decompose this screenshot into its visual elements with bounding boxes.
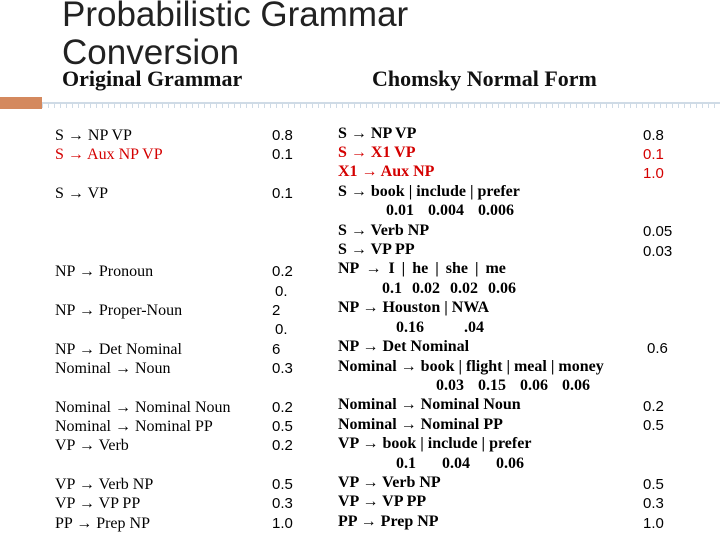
cnf-prob: 0.8: [643, 127, 664, 144]
cnf-prob: 0.1: [643, 146, 664, 163]
cnf-prob-line: 0.16 .04: [396, 319, 484, 336]
cnf-rule: S → X1 VP: [338, 144, 416, 161]
original-rule: NP → Pronoun: [55, 263, 154, 280]
cnf-prob: 0.03: [643, 243, 673, 260]
original-prob: 1.0: [272, 515, 293, 532]
cnf-prob: 0.3: [643, 495, 664, 512]
original-rule: NP → Det Nominal: [55, 341, 182, 358]
cnf-rule: VP → Verb NP: [338, 474, 441, 491]
original-prob: 0.2: [272, 263, 293, 280]
original-rule: VP → Verb NP: [55, 476, 154, 493]
cnf-prob: 1.0: [643, 515, 664, 532]
cnf-prob-line: 0.01 0.004 0.006: [386, 202, 514, 219]
cnf-prob-line: 0.1 0.02 0.02 0.06: [382, 280, 516, 297]
cnf-prob: 0.5: [643, 476, 664, 493]
cnf-rule: X1 → Aux NP: [338, 163, 435, 180]
cnf-rule: Nominal → Nominal Noun: [338, 396, 521, 413]
slide-title: Probabilistic Grammar Conversion: [62, 0, 409, 72]
cnf-rule: S → book | include | prefer: [338, 183, 520, 200]
original-prob: 0.2: [272, 437, 293, 454]
original-rule: NP → Proper-Noun: [55, 302, 183, 319]
original-rule: S → VP: [55, 185, 109, 202]
cnf-prob-line: 0.1 0.04 0.06: [396, 455, 524, 472]
original-rule: VP → Verb: [55, 437, 129, 454]
original-prob: 0.5: [272, 418, 293, 435]
cnf-rule: Nominal → book | flight | meal | money: [338, 358, 604, 375]
original-rule: PP → Prep NP: [55, 515, 150, 532]
original-prob: 0.: [275, 283, 288, 300]
cnf-prob: 0.6: [647, 340, 668, 357]
cnf-prob: 0.2: [643, 398, 664, 415]
original-grammar-heading: Original Grammar: [62, 66, 243, 91]
original-prob: 0.: [275, 321, 288, 338]
cnf-prob: 0.05: [643, 223, 673, 240]
cnf-prob: 0.5: [643, 417, 664, 434]
cnf-heading: Chomsky Normal Form: [372, 66, 597, 91]
cnf-prob: 1.0: [643, 165, 664, 182]
cnf-rule: NP → Det Nominal: [338, 338, 470, 355]
cnf-rule: NP → Houston | NWA: [338, 299, 490, 316]
cnf-rule: S → NP VP: [338, 125, 417, 142]
cnf-rule: VP → book | include | prefer: [338, 435, 532, 452]
original-rule: Nominal → Nominal PP: [55, 418, 213, 435]
original-rule: VP → VP PP: [55, 495, 141, 512]
original-prob: 0.3: [272, 495, 293, 512]
original-rule: S → NP VP: [55, 127, 132, 144]
cnf-prob-line: 0.03 0.15 0.06 0.06: [436, 377, 590, 394]
original-prob: 0.5: [272, 476, 293, 493]
original-prob: 0.8: [272, 127, 293, 144]
cnf-rule: VP → VP PP: [338, 493, 427, 510]
original-rule: Nominal → Noun: [55, 360, 171, 377]
original-prob: 0.2: [272, 399, 293, 416]
original-prob: 0.3: [272, 360, 293, 377]
original-rule: S → Aux NP VP: [55, 146, 163, 163]
divider-ticks: [42, 104, 720, 108]
cnf-rule: S → Verb NP: [338, 222, 430, 239]
cnf-rule: NP → I | he | she | me: [338, 260, 506, 277]
original-rule: Nominal → Nominal Noun: [55, 399, 231, 416]
cnf-rule: Nominal → Nominal PP: [338, 416, 503, 433]
cnf-rule: PP → Prep NP: [338, 513, 439, 530]
original-prob: 0.1: [272, 146, 293, 163]
original-prob: 2: [272, 302, 281, 319]
original-prob: 0.1: [272, 185, 293, 202]
cnf-rule: S → VP PP: [338, 241, 415, 258]
original-prob: 6: [272, 341, 281, 358]
accent-bar: [0, 97, 42, 109]
